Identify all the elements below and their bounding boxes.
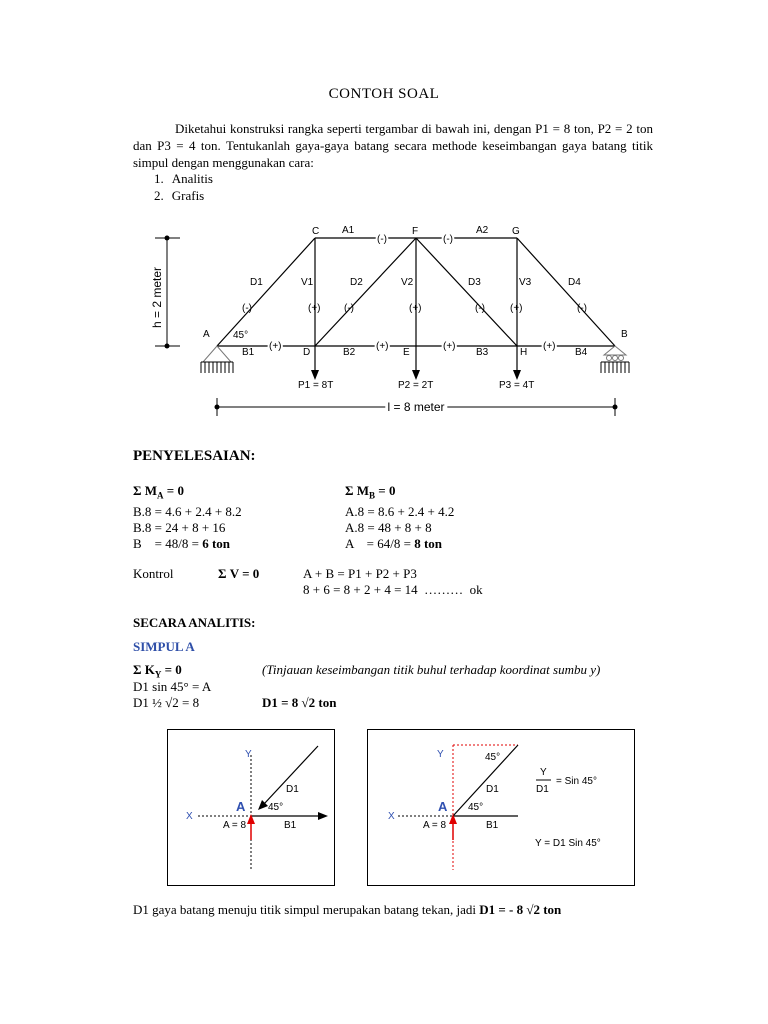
support-a [203, 346, 231, 362]
equilibrium-note: (Tinjauan keseimbangan titik buhul terhadap koordinat sumbu y) [262, 662, 601, 677]
label-d2: D2 [350, 277, 363, 288]
support-b-ground [601, 362, 629, 373]
member-d1 [217, 238, 315, 346]
fig1-angle: 45° [268, 802, 284, 813]
node-h: H [520, 347, 528, 358]
fig2-y: Y [437, 749, 444, 760]
fig2-d1: D1 [486, 784, 499, 795]
label-b1: B1 [242, 347, 255, 358]
sum-ma-block: Σ $M_A = 0$ B.8 = 4.6 + 2.4 + 8.2 B.8 = 24 + 8 + 16 B = 48/8 = 6 ton [133, 483, 242, 551]
sign-a2: (-) [443, 234, 453, 245]
analytic-line-1: D1 sin 45° = A [133, 679, 212, 694]
kontrol-line-1: A + B = P1 + P2 + P3 [303, 566, 417, 581]
fig2-b1: B1 [486, 820, 499, 831]
fig2-a: A [438, 799, 448, 814]
label-v3: V3 [519, 277, 532, 288]
member-d2 [315, 238, 416, 346]
list-item: 1. Analitis [154, 171, 213, 186]
kontrol-label: Kontrol [133, 566, 174, 581]
fig2-frac-num: Y [540, 767, 547, 778]
analytic-line-2: D1 ½ √2 = 8 [133, 695, 200, 710]
figure-1 [168, 730, 334, 885]
node-c: C [312, 226, 320, 237]
sign-b3: (+) [443, 341, 456, 352]
sign-d1: (-) [242, 303, 252, 314]
figure-2-frame [367, 729, 635, 886]
sign-v3: (+) [510, 303, 523, 314]
kontrol-line-2: 8 + 6 = 8 + 2 + 4 = 14 ……… ok [303, 582, 483, 597]
fig1-a8: A = 8 [223, 820, 247, 831]
sum-ky: Σ $K_Y = 0$ [133, 662, 182, 680]
fig2-x: X [388, 811, 395, 822]
node-e: E [403, 347, 410, 358]
node-a: A [203, 329, 210, 340]
angle-label: 45° [233, 330, 249, 341]
fig1-d1: D1 [286, 784, 299, 795]
problem-statement: Diketahui konstruksi rangka seperti tergambar di bawah ini, dengan P1 = 8 ton, P2 = 2 ton dan P3 = 4 ton. Tentukanlah gaya-gaya batang secara methode keseimbangan gaya batang titik simpul dengan menggunakan cara: [133, 121, 653, 170]
member-d4 [517, 238, 615, 346]
truss-diagram [0, 210, 768, 430]
fig1-x: X [186, 811, 193, 822]
analytic-heading: SECARA ANALITIS: [133, 615, 256, 630]
load-p1-label: P1 = 8T [298, 380, 334, 391]
figure-2 [368, 730, 634, 885]
analytic-result: D1 = 8 √2 ton [262, 695, 337, 710]
simpul-a-heading: SIMPUL A [133, 639, 195, 654]
sign-d3: (-) [475, 303, 485, 314]
sign-a1: (-) [377, 234, 387, 245]
label-b2: B2 [343, 347, 356, 358]
load-p3-label: P3 = 4T [499, 380, 535, 391]
sign-d2: (-) [344, 303, 354, 314]
node-f: F [412, 226, 419, 237]
label-b4: B4 [575, 347, 588, 358]
label-b3: B3 [476, 347, 489, 358]
node-g: G [512, 226, 520, 237]
solution-heading: PENYELESAIAN: [133, 448, 256, 464]
fig2-ydef: Y = D1 Sin 45° [535, 838, 601, 849]
member-d3 [416, 238, 517, 346]
page-title: CONTOH SOAL [328, 86, 440, 102]
fig1-y: Y [245, 749, 252, 760]
sum-mb-block: Σ $M_B = 0$ A.8 = 8.6 + 2.4 + 4.2 A.8 = 48 + 8 + 8 A = 64/8 = 8 ton [345, 483, 455, 551]
label-d1: D1 [250, 277, 263, 288]
load-p2-label: P2 = 2T [398, 380, 434, 391]
sign-b2: (+) [376, 341, 389, 352]
label-v1: V1 [301, 277, 314, 288]
label-v2: V2 [401, 277, 414, 288]
sign-v1: (+) [308, 303, 321, 314]
fig2-angle: 45° [468, 802, 484, 813]
list-item: 2. Grafis [154, 188, 205, 203]
label-a1: A1 [342, 225, 355, 236]
fig1-b1: B1 [284, 820, 297, 831]
sign-d4: (-) [577, 303, 587, 314]
fig2-frac-eq: = Sin 45° [556, 776, 597, 787]
support-b [604, 346, 626, 361]
fig2-frac-den: D1 [536, 784, 549, 795]
fig2-a8: A = 8 [423, 820, 447, 831]
label-d4: D4 [568, 277, 581, 288]
sign-b1: (+) [269, 341, 282, 352]
label-d3: D3 [468, 277, 481, 288]
node-d: D [303, 347, 311, 358]
height-label: h = 2 meter [150, 266, 164, 328]
fig2-angle-top: 45° [485, 752, 501, 763]
sum-v-label: Σ V = 0 [218, 566, 260, 581]
node-b: B [621, 329, 628, 340]
support-a-ground [201, 362, 233, 373]
length-label: l = 8 meter [387, 400, 445, 414]
fig1-a: A [236, 799, 246, 814]
figure-1-frame [167, 729, 335, 886]
sign-b4: (+) [543, 341, 556, 352]
conclusion: D1 gaya batang menuju titik simpul merupakan batang tekan, jadi D1 = - 8 √2 ton [133, 902, 562, 917]
label-a2: A2 [476, 225, 489, 236]
sign-v2: (+) [409, 303, 422, 314]
